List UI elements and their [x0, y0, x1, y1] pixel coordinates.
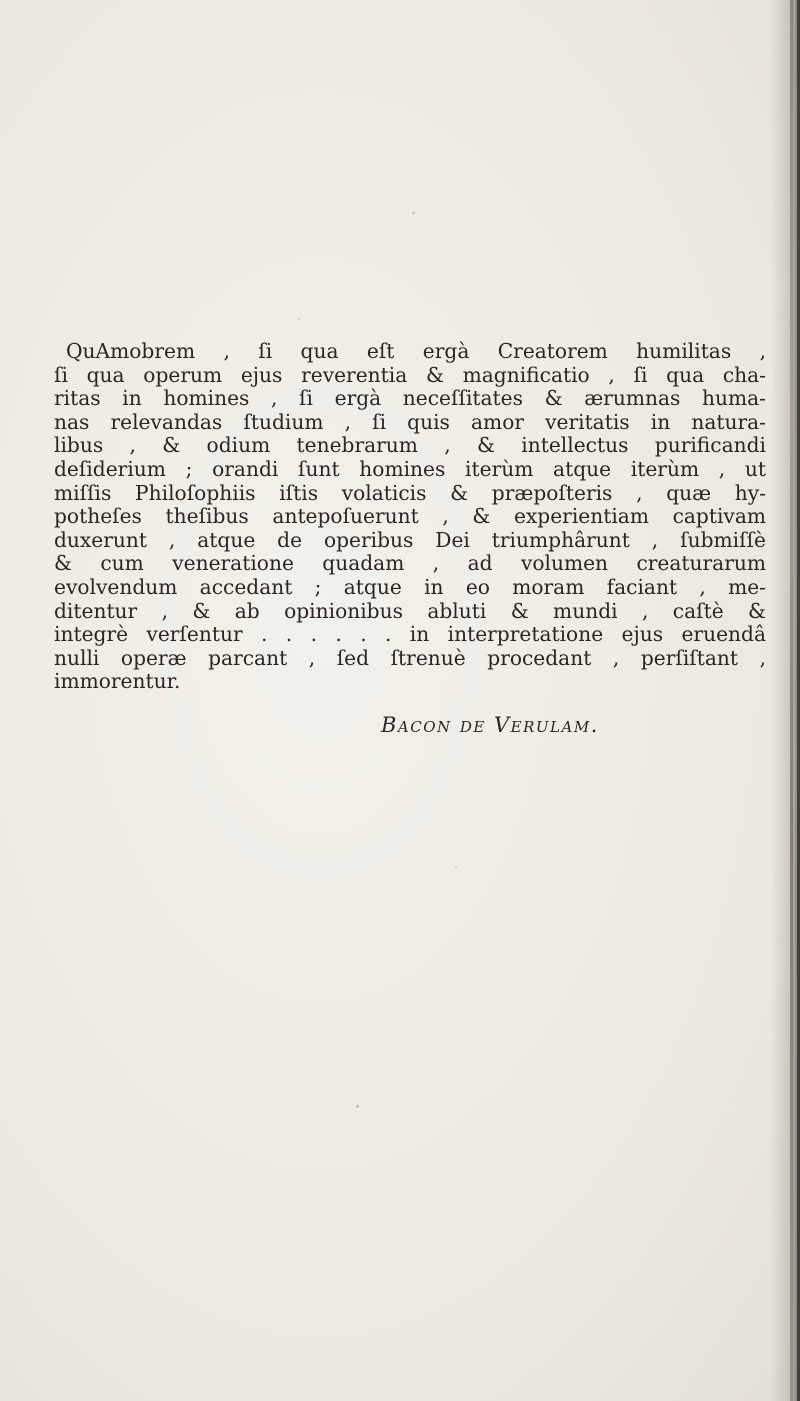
passage-line: duxerunt , atque de operibus Dei triumphârunt , ſubmiſſè	[54, 527, 766, 552]
page-edge-shadow	[790, 0, 793, 1401]
passage-line: libus , & odium tenebrarum , & intellectus purificandi	[54, 433, 766, 458]
passage-line: miſſis Philoſophiis iſtis volaticis & præpoſteris , quæ hy-	[54, 480, 766, 505]
passage-line: immorentur.	[54, 669, 181, 694]
passage-line: potheſes theſibus antepoſuerunt , & experientiam captivam	[54, 504, 766, 529]
passage-line: deſiderium ; orandi ſunt homines iterùm atque iterùm , ut	[54, 456, 766, 481]
passage-line: nulli operæ parcant , ſed ſtrenuè procedant , perſiſtant ,	[54, 645, 766, 670]
passage-line: ditentur , & ab opinionibus abluti & mundi , caſtè &	[54, 598, 766, 623]
passage-line: nas relevandas ſtudium , ſi quis amor veritatis in natura-	[54, 409, 766, 434]
passage-line: integrè verſentur . . . . . . in interpretatione ejus eruendâ	[54, 622, 766, 647]
passage-line: QuAmobrem , ſi qua eſt ergà Creatorem humilitas ,	[66, 339, 766, 363]
author-attribution: Bacon de Verulam.	[381, 713, 599, 737]
paper-speck	[412, 212, 415, 214]
paper-speck	[455, 866, 457, 868]
latin-passage	[54, 340, 766, 694]
paper-speck	[298, 318, 300, 320]
passage-line: ſi qua operum ejus reverentia & magnificatio , ſi qua cha-	[54, 362, 766, 387]
passage-line: evolvendum accedant ; atque in eo moram faciant , me-	[54, 574, 766, 599]
paper-speck	[356, 1105, 359, 1108]
passage-line: & cum veneratione quadam , ad volumen creaturarum	[54, 551, 766, 576]
passage-line: ritas in homines , ſi ergà neceſſitates & ærumnas huma-	[54, 386, 766, 411]
